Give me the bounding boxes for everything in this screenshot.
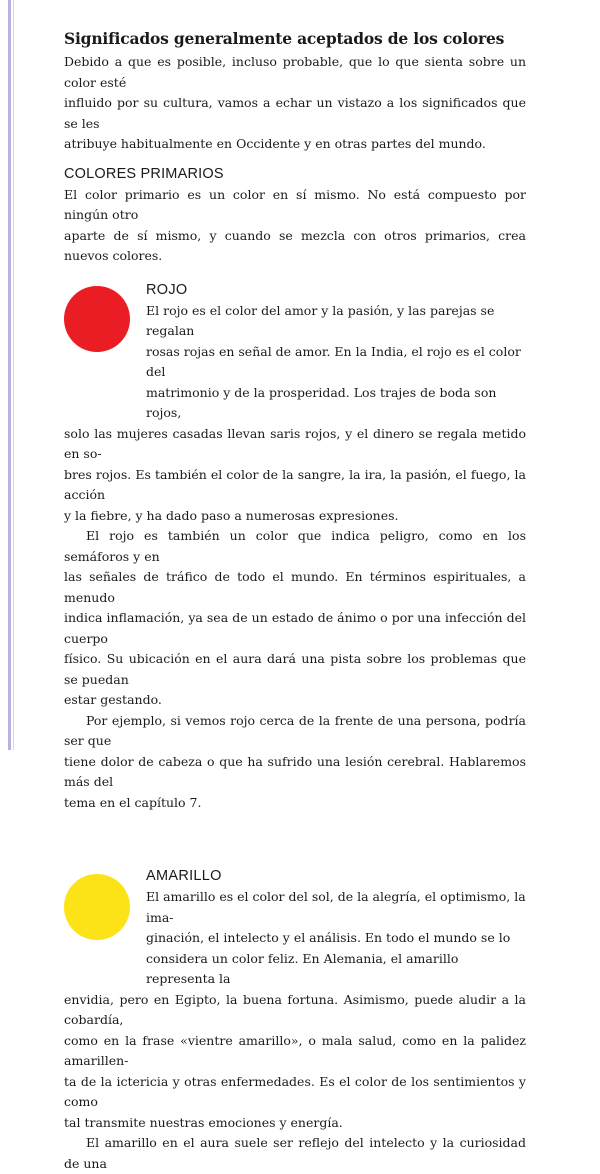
rojo-line: las señales de tráfico de todo el mundo. En términos espirituales, a menudo bbox=[64, 569, 526, 605]
rojo-line: físico. Su ubicación en el aura dará una pista sobre los problemas que se puedan bbox=[64, 651, 526, 687]
amarillo-line: ta de la ictericia y otras enfermedades. Es el color de los sentimientos y como bbox=[64, 1073, 526, 1109]
rojo-line: tema en el capítulo 7. bbox=[64, 794, 202, 810]
rojo-paragraph-3 bbox=[64, 711, 526, 814]
amarillo-line: El amarillo es el color del sol, de la alegría, el optimismo, la ima- bbox=[146, 889, 526, 925]
rojo-line: estar gestando. bbox=[64, 692, 162, 707]
page-title: Significados generalmente aceptados de los colores bbox=[64, 29, 505, 48]
rojo-line: indica inflamación, ya sea de un estado de ánimo o por una infección del cuerpo bbox=[64, 610, 526, 646]
intro-paragraph bbox=[64, 52, 526, 155]
rojo-line: bres rojos. Es también el color de la sangre, la ira, la pasión, el fuego, la acción bbox=[64, 466, 526, 502]
rojo-heading: ROJO bbox=[146, 281, 188, 298]
rojo-line: El rojo es el color del amor y la pasión, y las parejas se regalan bbox=[146, 302, 495, 338]
rojo-section bbox=[64, 280, 526, 814]
rojo-line: rosas rojas en señal de amor. En la India, el rojo es el color del bbox=[146, 343, 521, 379]
primarios-paragraph bbox=[64, 185, 526, 267]
rojo-paragraph-2 bbox=[64, 526, 526, 711]
red-color-swatch bbox=[64, 286, 130, 352]
amarillo-paragraph-2 bbox=[64, 1133, 526, 1174]
rojo-line: tiene dolor de cabeza o que ha sufrido una lesión cerebral. Hablaremos más del bbox=[64, 753, 526, 789]
amarillo-line: tal transmite nuestras emociones y energía. bbox=[64, 1114, 343, 1130]
amarillo-section bbox=[64, 866, 526, 1174]
primarios-line: El color primario es un color en sí mismo. No está compuesto por ningún otro bbox=[64, 186, 526, 222]
rojo-paragraph-1 bbox=[64, 301, 526, 527]
amarillo-line: El amarillo en el aura suele ser reflejo del intelecto y la curiosidad de una bbox=[64, 1135, 526, 1171]
intro-line: atribuye habitualmente en Occidente y en otras partes del mundo. bbox=[64, 136, 486, 151]
document-page bbox=[64, 28, 526, 1174]
amarillo-line: envidia, pero en Egipto, la buena fortuna. Asimismo, puede aludir a la cobardía, bbox=[64, 991, 526, 1027]
amarillo-heading: AMARILLO bbox=[146, 868, 222, 884]
rojo-line: matrimonio y de la prosperidad. Los trajes de boda son rojos, bbox=[146, 384, 497, 420]
primarios-line: aparte de sí mismo, y cuando se mezcla con otros primarios, crea nuevos colores. bbox=[64, 227, 526, 263]
amarillo-paragraph-1 bbox=[64, 887, 526, 1133]
amarillo-line: considera un color feliz. En Alemania, el amarillo representa la bbox=[146, 950, 459, 986]
intro-line: influido por su cultura, vamos a echar un vistazo a los significados que se les bbox=[64, 95, 526, 131]
rojo-line: y la fiebre, y ha dado paso a numerosas expresiones. bbox=[64, 507, 399, 523]
amarillo-line: ginación, el intelecto y el análisis. En todo el mundo se lo bbox=[146, 930, 511, 945]
page-edge-line bbox=[8, 0, 11, 750]
yellow-color-swatch bbox=[64, 874, 130, 940]
rojo-line: Por ejemplo, si vemos rojo cerca de la frente de una persona, podría ser que bbox=[64, 712, 526, 748]
rojo-line: El rojo es también un color que indica peligro, como en los semáforos y en bbox=[64, 528, 526, 564]
primarios-heading: COLORES PRIMARIOS bbox=[64, 165, 224, 182]
intro-line: Debido a que es posible, incluso probable, que lo que sienta sobre un color esté bbox=[64, 54, 526, 90]
page-edge-line-inner bbox=[13, 0, 14, 750]
rojo-line: solo las mujeres casadas llevan saris rojos, y el dinero se regala metido en so- bbox=[64, 425, 526, 461]
amarillo-line: como en la frase «vientre amarillo», o mala salud, como en la palidez amarillen- bbox=[64, 1032, 526, 1068]
